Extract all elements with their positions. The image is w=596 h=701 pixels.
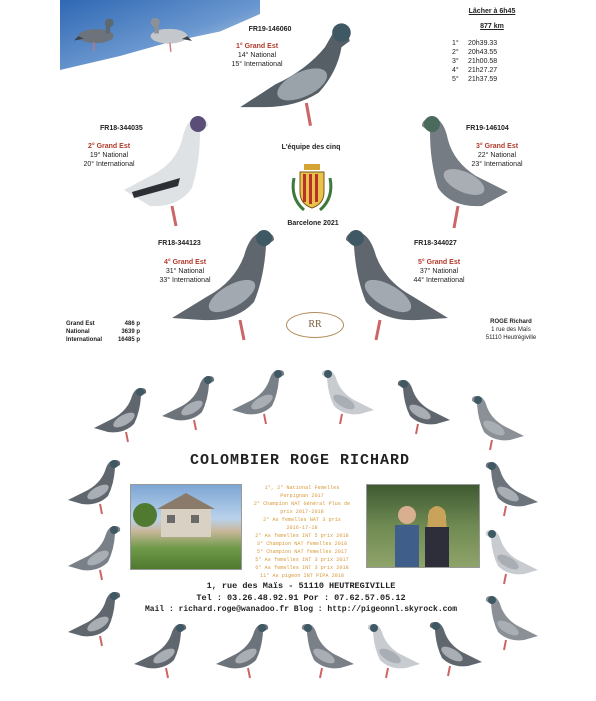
bird5-rank-2: 37° National	[419, 268, 459, 275]
champion-pigeon-image	[234, 10, 358, 134]
gallery-pigeon-image	[214, 620, 274, 687]
bird4-rank-3: 33° International	[159, 277, 211, 284]
bird5-ring: FR18-344027	[414, 240, 457, 247]
participants-row: International 16485 p	[66, 337, 140, 343]
contact-phones: Tel : 03.26.48.92.91 Por : 07.62.57.05.12	[196, 593, 406, 603]
bird4-rank-2: 31° National	[165, 268, 205, 275]
owners-photo	[366, 484, 480, 568]
bird2-rank-2: 19° National	[89, 152, 129, 159]
champion-rank-3: 15° International	[231, 61, 283, 68]
gallery-pigeon-image	[316, 366, 376, 433]
gallery-pigeon-image	[296, 620, 356, 687]
coat-of-arms-icon	[286, 158, 338, 219]
pigeon-image-small-1	[74, 12, 118, 54]
gallery-pigeon-image	[466, 392, 526, 459]
release-time-row: 2° 20h43.55	[452, 49, 498, 56]
participants-row: National 3639 p	[66, 329, 140, 335]
bird4-ring: FR18-344123	[158, 240, 201, 247]
champion-rank-2: 14° National	[237, 52, 277, 59]
achievement-item: 2° Champion NAT Général Plus de	[253, 501, 351, 507]
participants-row: Grand Est 486 p	[66, 321, 140, 327]
gallery-pigeon-image	[480, 458, 540, 525]
achievement-item: 6° As femelles INT 3 prix 2018	[255, 565, 349, 571]
bird3-ring: FR19-146104	[466, 125, 509, 132]
release-distance: 877 km	[480, 23, 504, 30]
release-times	[452, 39, 532, 84]
loft-photo	[130, 484, 242, 570]
achievement-item: 11° As pigeon INT PIPA 2018	[259, 573, 345, 579]
bird2-rank-1: 2° Grand Est	[87, 143, 131, 150]
bird5-rank-1: 5° Grand Est	[417, 259, 461, 266]
bird3-rank-2: 22° National	[477, 152, 517, 159]
team-race: Barcelone 2021	[287, 220, 339, 227]
bird5-pigeon-image	[340, 222, 452, 346]
gallery-pigeon-image	[230, 366, 290, 433]
achievements-list	[240, 484, 364, 580]
achievement-item: 3° Champion NAT femelles 2018	[256, 541, 348, 547]
contact-block	[136, 580, 466, 616]
gallery-pigeon-image	[392, 376, 452, 443]
participants-table	[66, 320, 140, 344]
bird4-rank-1: 4° Grand Est	[163, 259, 207, 266]
bird3-rank-1: 3° Grand Est	[475, 143, 519, 150]
achievement-item: 2° As femelles NAT 3 prix	[263, 517, 341, 523]
bird2-ring: FR18-344035	[100, 125, 143, 132]
release-time-row: 3° 21h00.58	[452, 58, 498, 65]
contact-address: 1, rue des Maïs - 51110 HEUTREGIVILLE	[206, 581, 396, 591]
gallery-pigeon-image	[132, 620, 192, 687]
release-time-row: 5° 21h37.59	[452, 76, 498, 83]
achievement-item: Perpignan 2017	[280, 493, 324, 499]
achievement-item: 1°, 2° National Femelles	[264, 485, 340, 491]
pigeon-image-small-2	[146, 12, 192, 54]
champion-ring: FR19-146060	[248, 26, 292, 33]
contact-web: Mail : richard.roge@wanadoo.fr Blog : http://pigeonnl.skyrock.com	[144, 605, 458, 614]
gallery-pigeon-image	[92, 384, 152, 451]
release-time-row: 1° 20h39.33	[452, 40, 498, 47]
gallery-pigeon-image	[480, 592, 540, 659]
owner-city: 51110 Heutrégiville	[485, 335, 537, 341]
release-info	[452, 8, 532, 84]
gallery-pigeon-image	[160, 372, 220, 439]
bird3-rank-3: 23° International	[471, 161, 523, 168]
loft-title: COLOMBIER ROGE RICHARD	[189, 452, 411, 469]
achievement-item: 2016-17-18	[286, 525, 318, 531]
gallery-pigeon-image	[480, 526, 540, 593]
achievement-item: prix 2017-2018	[280, 509, 324, 515]
achievement-item: 5° As femelles INT 3 prix 2017	[255, 557, 349, 563]
bird4-pigeon-image	[168, 222, 280, 346]
achievement-item: 2° As femelles INT 5 prix 2018	[255, 533, 349, 539]
champion-rank-1: 1° Grand Est	[235, 43, 279, 50]
owner-address	[476, 318, 546, 342]
release-time-row: 4° 21h27.27	[452, 67, 498, 74]
gallery-pigeon-image	[362, 620, 422, 687]
gallery-pigeon-image	[66, 588, 126, 655]
gallery-pigeon-image	[66, 522, 126, 589]
owner-street: 1 rue des Maïs	[491, 327, 531, 333]
release-title: Lâcher à 6h45	[468, 8, 516, 15]
achievement-item: 5° Champion NAT femelles 2017	[256, 549, 348, 555]
team-caption: L'équipe des cinq	[281, 144, 341, 151]
bird5-rank-3: 44° International	[413, 277, 465, 284]
gallery-pigeon-image	[424, 618, 484, 685]
owner-name: ROGE Richard	[490, 319, 532, 325]
bird2-pigeon-image	[120, 112, 220, 232]
gallery-pigeon-image	[66, 456, 126, 523]
rr-monogram-logo: RR	[286, 312, 344, 338]
bird2-rank-3: 20° International	[83, 161, 135, 168]
bird3-pigeon-image	[402, 112, 512, 234]
